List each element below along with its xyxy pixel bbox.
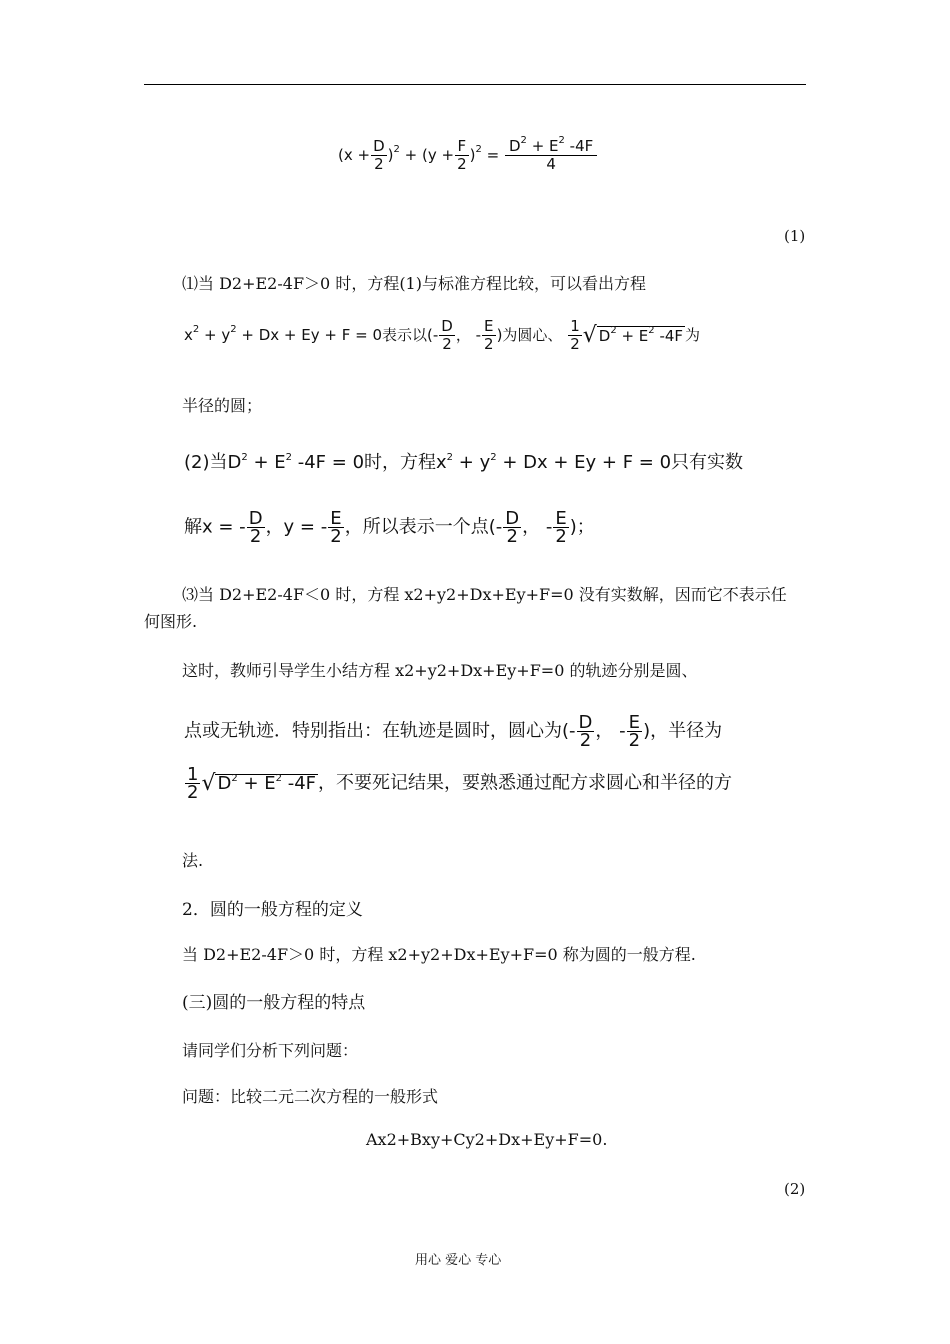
fraction: $\frac{F}{2}$ [457, 137, 467, 173]
fraction: $\frac{D}{2}$ [578, 712, 593, 751]
fraction: $\frac{D}{2}$ [248, 508, 263, 547]
paragraph-summary-line-4: 法. [182, 851, 204, 870]
paragraph-summary-line-1: 这时，教师引导学生小结方程 x2+y2+Dx+Ey+F=0 的轨迹分别是圆、 [182, 661, 698, 680]
fraction: $\frac{D}{2}$ [505, 508, 520, 547]
fraction: $\frac{E}{2}$ [484, 317, 494, 353]
equation-general-quadratic: Ax2+Bxy+Cy2+Dx+Ey+F=0. [366, 1130, 608, 1149]
fraction: $\frac{D}{2}$ [441, 317, 453, 353]
fraction: $\frac{E}{2}$ [330, 508, 342, 547]
section-heading-2: 2．圆的一般方程的定义 [182, 900, 363, 920]
page-footer: 用心 爱心 专心 [415, 1253, 502, 1268]
header-rule [144, 84, 806, 85]
paragraph-summary-line-3: $\frac{1}{2}$ √ $D^2 + E^2$ -4F ，不要死记结果，要熟悉通过配方求圆心和半径的方 [187, 764, 733, 803]
square-root: √ $D^2 + E^2$ -4F [582, 322, 684, 348]
fraction: $\frac{E}{2}$ [555, 508, 567, 547]
fraction: $\frac{D}{2}$ [373, 137, 385, 173]
section-heading-3: (三)圆的一般方程的特点 [182, 993, 366, 1013]
eq-text: (x + [338, 146, 371, 164]
equation-number: (2) [784, 1180, 806, 1198]
paragraph-case-3-line-1: ⑶当 D2+E2-4F＜0 时，方程 x2+y2+Dx+Ey+F=0 没有实数解，因而它不表示任 [182, 585, 787, 604]
paragraph-question: 问题：比较二元二次方程的一般形式 [182, 1087, 439, 1106]
equation-number: (1) [784, 227, 806, 245]
formula-case-1: $x^2 + y^2 + Dx + Ey + F = 0$表示以(- $\frac{D}{2}$ ， - $\frac{E}{2}$ )为圆心、 $\frac{1}{2}$ √ $D^2 + E^2$ -4F 为 [184, 317, 701, 353]
fraction: $\frac{1}{2}$ [570, 317, 580, 353]
paragraph-case-2-line-2: 解x = - $\frac{D}{2}$ ，y = - $\frac{E}{2}$ ，所以表示一个点(- $\frac{D}{2}$ ， - $\frac{E}{2}$ )； [184, 508, 595, 547]
fraction-rhs: $\frac{D^2 + E^2 -4F}{4}$ [505, 138, 597, 173]
paragraph-definition: 当 D2+E2-4F＞0 时，方程 x2+y2+Dx+Ey+F=0 称为圆的一般方程. [182, 945, 696, 964]
paragraph-case-1-tail: 半径的圆； [182, 396, 263, 415]
fraction: $\frac{E}{2}$ [628, 712, 641, 751]
paragraph-prompt: 请同学们分析下列问题： [182, 1041, 359, 1060]
fraction: $\frac{1}{2}$ [187, 764, 199, 803]
square-root: √ $D^2 + E^2$ -4F [201, 770, 317, 796]
paragraph-case-1: ⑴当 D2+E2-4F＞0 时，方程(1)与标准方程比较，可以看出方程 [182, 274, 646, 293]
equation-circle-standard-form: (x + $\frac{D}{2}$ )$^2$ + (y + $\frac{F}{2}$ )$^2$ = $\frac{D^2 + E^2 -4F}{4}$ [338, 138, 598, 173]
paragraph-case-2-line-1: (2)当$D^2 + E^2$ -4F = 0时，方程$x^2 + y^2 + Dx + Ey + F = 0$只有实数 [184, 452, 744, 473]
paragraph-case-3-line-2: 何图形. [144, 612, 198, 631]
eq-text: + (y + [404, 146, 455, 164]
paragraph-summary-line-2: 点或无轨迹．特别指出：在轨迹是圆时，圆心为(- $\frac{D}{2}$ ， - $\frac{E}{2}$ )，半径为 [184, 712, 723, 751]
